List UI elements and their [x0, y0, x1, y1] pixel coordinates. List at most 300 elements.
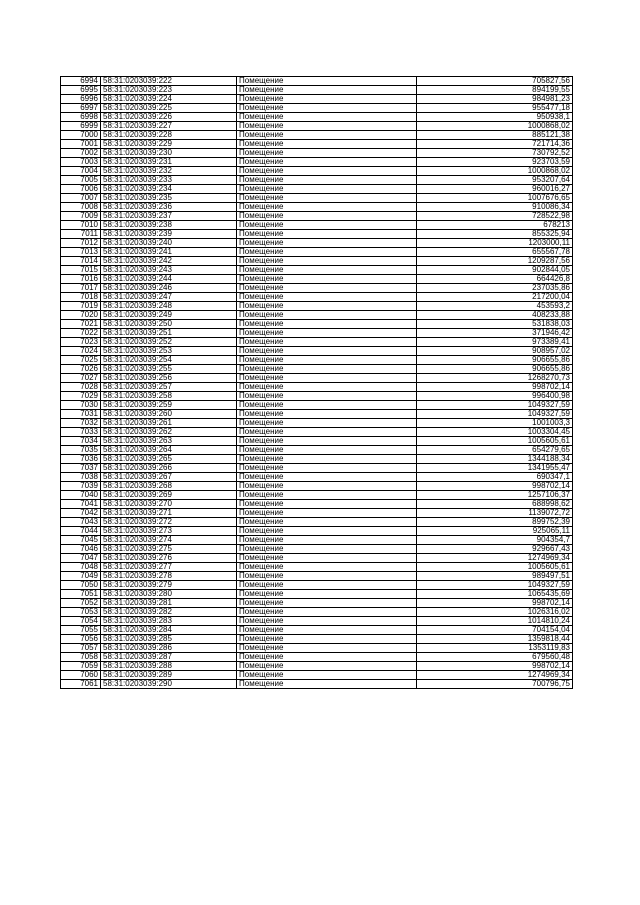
cadastral-number-cell: 58:31:0203039:287 [101, 653, 237, 662]
table-row [61, 473, 573, 482]
table-row [61, 239, 573, 248]
table-row [61, 554, 573, 563]
row-number-cell: 7049 [61, 572, 101, 581]
row-number-cell: 7013 [61, 248, 101, 257]
object-type-cell: Помещение [237, 293, 417, 302]
cadastral-value-cell: 998702,14 [417, 662, 573, 671]
table-body [61, 77, 573, 689]
cadastral-number-cell: 58:31:0203039:261 [101, 419, 237, 428]
cadastral-value-cell: 1005605,61 [417, 563, 573, 572]
row-number-cell: 7045 [61, 536, 101, 545]
cadastral-number-cell: 58:31:0203039:253 [101, 347, 237, 356]
row-number-cell: 7043 [61, 518, 101, 527]
cadastral-value-cell: 1353119,83 [417, 644, 573, 653]
row-number-cell: 7061 [61, 680, 101, 689]
table-row [61, 482, 573, 491]
cadastral-value-cell: 1049327,59 [417, 401, 573, 410]
row-number-cell: 6995 [61, 86, 101, 95]
object-type-cell: Помещение [237, 419, 417, 428]
table-row [61, 113, 573, 122]
cadastral-value-cell: 1274969,34 [417, 671, 573, 680]
row-number-cell: 7053 [61, 608, 101, 617]
table-row [61, 563, 573, 572]
cadastral-number-cell: 58:31:0203039:268 [101, 482, 237, 491]
cadastral-number-cell: 58:31:0203039:288 [101, 662, 237, 671]
cadastral-value-cell: 899752,39 [417, 518, 573, 527]
row-number-cell: 7016 [61, 275, 101, 284]
cadastral-number-cell: 58:31:0203039:276 [101, 554, 237, 563]
cadastral-value-cell: 960016,27 [417, 185, 573, 194]
object-type-cell: Помещение [237, 653, 417, 662]
cadastral-number-cell: 58:31:0203039:269 [101, 491, 237, 500]
object-type-cell: Помещение [237, 320, 417, 329]
table-row [61, 203, 573, 212]
row-number-cell: 7044 [61, 527, 101, 536]
object-type-cell: Помещение [237, 518, 417, 527]
object-type-cell: Помещение [237, 401, 417, 410]
table-row [61, 545, 573, 554]
object-type-cell: Помещение [237, 608, 417, 617]
cadastral-number-cell: 58:31:0203039:242 [101, 257, 237, 266]
cadastral-number-cell: 58:31:0203039:256 [101, 374, 237, 383]
row-number-cell: 7046 [61, 545, 101, 554]
cadastral-number-cell: 58:31:0203039:241 [101, 248, 237, 257]
cadastral-number-cell: 58:31:0203039:247 [101, 293, 237, 302]
cadastral-number-cell: 58:31:0203039:267 [101, 473, 237, 482]
object-type-cell: Помещение [237, 473, 417, 482]
table-row [61, 311, 573, 320]
row-number-cell: 7059 [61, 662, 101, 671]
cadastral-value-cell: 408233,88 [417, 311, 573, 320]
table-row [61, 230, 573, 239]
cadastral-value-cell: 929667,43 [417, 545, 573, 554]
row-number-cell: 7033 [61, 428, 101, 437]
object-type-cell: Помещение [237, 140, 417, 149]
row-number-cell: 7012 [61, 239, 101, 248]
row-number-cell: 7014 [61, 257, 101, 266]
object-type-cell: Помещение [237, 266, 417, 275]
cadastral-value-cell: 655567,78 [417, 248, 573, 257]
object-type-cell: Помещение [237, 194, 417, 203]
cadastral-value-cell: 371946,42 [417, 329, 573, 338]
object-type-cell: Помещение [237, 104, 417, 113]
table-row [61, 86, 573, 95]
object-type-cell: Помещение [237, 86, 417, 95]
row-number-cell: 7021 [61, 320, 101, 329]
cadastral-number-cell: 58:31:0203039:281 [101, 599, 237, 608]
row-number-cell: 7028 [61, 383, 101, 392]
cadastral-value-cell: 1359818,44 [417, 635, 573, 644]
table-row [61, 257, 573, 266]
table-row [61, 131, 573, 140]
table-row [61, 500, 573, 509]
cadastral-number-cell: 58:31:0203039:255 [101, 365, 237, 374]
row-number-cell: 7023 [61, 338, 101, 347]
cadastral-number-cell: 58:31:0203039:262 [101, 428, 237, 437]
cadastral-number-cell: 58:31:0203039:289 [101, 671, 237, 680]
object-type-cell: Помещение [237, 383, 417, 392]
row-number-cell: 7060 [61, 671, 101, 680]
row-number-cell: 7034 [61, 437, 101, 446]
row-number-cell: 7000 [61, 131, 101, 140]
object-type-cell: Помещение [237, 671, 417, 680]
row-number-cell: 7048 [61, 563, 101, 572]
object-type-cell: Помещение [237, 644, 417, 653]
row-number-cell: 7005 [61, 176, 101, 185]
object-type-cell: Помещение [237, 545, 417, 554]
row-number-cell: 7047 [61, 554, 101, 563]
object-type-cell: Помещение [237, 230, 417, 239]
row-number-cell: 7022 [61, 329, 101, 338]
cadastral-value-cell: 885121,38 [417, 131, 573, 140]
row-number-cell: 7011 [61, 230, 101, 239]
cadastral-value-cell: 237035,86 [417, 284, 573, 293]
cadastral-value-cell: 902844,05 [417, 266, 573, 275]
cadastral-value-cell: 730792,52 [417, 149, 573, 158]
cadastral-number-cell: 58:31:0203039:259 [101, 401, 237, 410]
object-type-cell: Помещение [237, 491, 417, 500]
table-row [61, 419, 573, 428]
cadastral-value-cell: 1014810,24 [417, 617, 573, 626]
cadastral-number-cell: 58:31:0203039:244 [101, 275, 237, 284]
cadastral-number-cell: 58:31:0203039:271 [101, 509, 237, 518]
table-row [61, 383, 573, 392]
cadastral-value-cell: 904354,7 [417, 536, 573, 545]
cadastral-value-cell: 906655,86 [417, 356, 573, 365]
cadastral-value-cell: 654279,65 [417, 446, 573, 455]
table-row [61, 302, 573, 311]
table-row [61, 266, 573, 275]
row-number-cell: 7050 [61, 581, 101, 590]
cadastral-value-cell: 453593,2 [417, 302, 573, 311]
object-type-cell: Помещение [237, 599, 417, 608]
table-row [61, 392, 573, 401]
table-row [61, 158, 573, 167]
cadastral-value-cell: 678213 [417, 221, 573, 230]
cadastral-value-cell: 955477,18 [417, 104, 573, 113]
table-row [61, 185, 573, 194]
table-row [61, 104, 573, 113]
cadastral-number-cell: 58:31:0203039:227 [101, 122, 237, 131]
row-number-cell: 7001 [61, 140, 101, 149]
cadastral-number-cell: 58:31:0203039:235 [101, 194, 237, 203]
cadastral-number-cell: 58:31:0203039:290 [101, 680, 237, 689]
row-number-cell: 7051 [61, 590, 101, 599]
table-row [61, 617, 573, 626]
row-number-cell: 7056 [61, 635, 101, 644]
cadastral-value-cell: 1026316,02 [417, 608, 573, 617]
object-type-cell: Помещение [237, 428, 417, 437]
table-row [61, 626, 573, 635]
cadastral-number-cell: 58:31:0203039:280 [101, 590, 237, 599]
table-row [61, 653, 573, 662]
cadastral-number-cell: 58:31:0203039:243 [101, 266, 237, 275]
row-number-cell: 7030 [61, 401, 101, 410]
object-type-cell: Помещение [237, 167, 417, 176]
table-row [61, 77, 573, 86]
cadastral-value-cell: 664426,8 [417, 275, 573, 284]
table-row [61, 464, 573, 473]
object-type-cell: Помещение [237, 212, 417, 221]
cadastral-number-cell: 58:31:0203039:265 [101, 455, 237, 464]
table-row [61, 338, 573, 347]
object-type-cell: Помещение [237, 482, 417, 491]
row-number-cell: 7025 [61, 356, 101, 365]
object-type-cell: Помещение [237, 176, 417, 185]
cadastral-value-cell: 690347,1 [417, 473, 573, 482]
cadastral-number-cell: 58:31:0203039:252 [101, 338, 237, 347]
row-number-cell: 6994 [61, 77, 101, 86]
object-type-cell: Помещение [237, 365, 417, 374]
cadastral-number-cell: 58:31:0203039:272 [101, 518, 237, 527]
cadastral-value-cell: 989497,51 [417, 572, 573, 581]
table-row [61, 365, 573, 374]
table-row [61, 221, 573, 230]
table-row [61, 446, 573, 455]
object-type-cell: Помещение [237, 131, 417, 140]
table-row [61, 662, 573, 671]
object-type-cell: Помещение [237, 185, 417, 194]
object-type-cell: Помещение [237, 158, 417, 167]
cadastral-number-cell: 58:31:0203039:263 [101, 437, 237, 446]
object-type-cell: Помещение [237, 590, 417, 599]
table-row [61, 635, 573, 644]
cadastral-number-cell: 58:31:0203039:232 [101, 167, 237, 176]
cadastral-value-cell: 705827,56 [417, 77, 573, 86]
row-number-cell: 7036 [61, 455, 101, 464]
object-type-cell: Помещение [237, 347, 417, 356]
table-row [61, 437, 573, 446]
object-type-cell: Помещение [237, 77, 417, 86]
cadastral-value-cell: 1209287,56 [417, 257, 573, 266]
object-type-cell: Помещение [237, 410, 417, 419]
cadastral-value-cell: 906655,86 [417, 365, 573, 374]
row-number-cell: 7003 [61, 158, 101, 167]
cadastral-value-cell: 700796,75 [417, 680, 573, 689]
object-type-cell: Помещение [237, 500, 417, 509]
row-number-cell: 7019 [61, 302, 101, 311]
row-number-cell: 7020 [61, 311, 101, 320]
object-type-cell: Помещение [237, 509, 417, 518]
cadastral-number-cell: 58:31:0203039:233 [101, 176, 237, 185]
cadastral-number-cell: 58:31:0203039:254 [101, 356, 237, 365]
cadastral-number-cell: 58:31:0203039:237 [101, 212, 237, 221]
object-type-cell: Помещение [237, 338, 417, 347]
cadastral-value-cell: 1005605,61 [417, 437, 573, 446]
table-row [61, 608, 573, 617]
cadastral-value-cell: 1000868,02 [417, 167, 573, 176]
cadastral-number-cell: 58:31:0203039:249 [101, 311, 237, 320]
row-number-cell: 7039 [61, 482, 101, 491]
row-number-cell: 6998 [61, 113, 101, 122]
object-type-cell: Помещение [237, 149, 417, 158]
row-number-cell: 7031 [61, 410, 101, 419]
cadastral-value-cell: 1268270,73 [417, 374, 573, 383]
object-type-cell: Помещение [237, 239, 417, 248]
object-type-cell: Помещение [237, 113, 417, 122]
cadastral-value-cell: 217200,04 [417, 293, 573, 302]
cadastral-number-cell: 58:31:0203039:229 [101, 140, 237, 149]
cadastral-value-cell: 688998,62 [417, 500, 573, 509]
cadastral-number-cell: 58:31:0203039:286 [101, 644, 237, 653]
cadastral-value-cell: 925065,11 [417, 527, 573, 536]
cadastral-value-cell: 953207,64 [417, 176, 573, 185]
row-number-cell: 7026 [61, 365, 101, 374]
table-row [61, 347, 573, 356]
row-number-cell: 7007 [61, 194, 101, 203]
cadastral-value-cell: 973389,41 [417, 338, 573, 347]
row-number-cell: 7041 [61, 500, 101, 509]
row-number-cell: 6996 [61, 95, 101, 104]
object-type-cell: Помещение [237, 122, 417, 131]
row-number-cell: 6997 [61, 104, 101, 113]
cadastral-number-cell: 58:31:0203039:250 [101, 320, 237, 329]
table-row [61, 572, 573, 581]
cadastral-value-cell: 1341955,47 [417, 464, 573, 473]
cadastral-value-cell: 1007676,65 [417, 194, 573, 203]
object-type-cell: Помещение [237, 581, 417, 590]
object-type-cell: Помещение [237, 572, 417, 581]
cadastral-number-cell: 58:31:0203039:283 [101, 617, 237, 626]
cadastral-number-cell: 58:31:0203039:270 [101, 500, 237, 509]
cadastral-value-cell: 950938,1 [417, 113, 573, 122]
cadastral-number-cell: 58:31:0203039:240 [101, 239, 237, 248]
cadastral-number-cell: 58:31:0203039:260 [101, 410, 237, 419]
row-number-cell: 7024 [61, 347, 101, 356]
cadastral-number-cell: 58:31:0203039:251 [101, 329, 237, 338]
table-row [61, 590, 573, 599]
object-type-cell: Помещение [237, 257, 417, 266]
cadastral-value-cell: 728522,98 [417, 212, 573, 221]
object-type-cell: Помещение [237, 563, 417, 572]
table-row [61, 293, 573, 302]
row-number-cell: 7032 [61, 419, 101, 428]
table-row [61, 527, 573, 536]
row-number-cell: 6999 [61, 122, 101, 131]
table-row [61, 149, 573, 158]
table-row [61, 491, 573, 500]
table-row [61, 356, 573, 365]
cadastral-number-cell: 58:31:0203039:246 [101, 284, 237, 293]
cadastral-value-cell: 531838,03 [417, 320, 573, 329]
cadastral-number-cell: 58:31:0203039:225 [101, 104, 237, 113]
property-table [60, 76, 573, 689]
table-row [61, 212, 573, 221]
cadastral-number-cell: 58:31:0203039:277 [101, 563, 237, 572]
object-type-cell: Помещение [237, 554, 417, 563]
table-row [61, 95, 573, 104]
object-type-cell: Помещение [237, 356, 417, 365]
cadastral-number-cell: 58:31:0203039:275 [101, 545, 237, 554]
row-number-cell: 7009 [61, 212, 101, 221]
cadastral-value-cell: 910086,34 [417, 203, 573, 212]
cadastral-number-cell: 58:31:0203039:238 [101, 221, 237, 230]
cadastral-number-cell: 58:31:0203039:223 [101, 86, 237, 95]
document-page [60, 76, 572, 689]
row-number-cell: 7004 [61, 167, 101, 176]
object-type-cell: Помещение [237, 662, 417, 671]
cadastral-value-cell: 679560,48 [417, 653, 573, 662]
cadastral-value-cell: 1049327,59 [417, 581, 573, 590]
object-type-cell: Помещение [237, 311, 417, 320]
object-type-cell: Помещение [237, 455, 417, 464]
cadastral-number-cell: 58:31:0203039:234 [101, 185, 237, 194]
cadastral-number-cell: 58:31:0203039:285 [101, 635, 237, 644]
row-number-cell: 7015 [61, 266, 101, 275]
cadastral-number-cell: 58:31:0203039:264 [101, 446, 237, 455]
cadastral-number-cell: 58:31:0203039:278 [101, 572, 237, 581]
row-number-cell: 7027 [61, 374, 101, 383]
cadastral-number-cell: 58:31:0203039:248 [101, 302, 237, 311]
cadastral-number-cell: 58:31:0203039:239 [101, 230, 237, 239]
cadastral-value-cell: 855325,94 [417, 230, 573, 239]
object-type-cell: Помещение [237, 203, 417, 212]
table-row [61, 167, 573, 176]
object-type-cell: Помещение [237, 536, 417, 545]
cadastral-number-cell: 58:31:0203039:284 [101, 626, 237, 635]
cadastral-value-cell: 908957,02 [417, 347, 573, 356]
cadastral-value-cell: 1257106,37 [417, 491, 573, 500]
table-row [61, 122, 573, 131]
object-type-cell: Помещение [237, 527, 417, 536]
table-row [61, 284, 573, 293]
object-type-cell: Помещение [237, 392, 417, 401]
cadastral-value-cell: 1065435,69 [417, 590, 573, 599]
table-row [61, 644, 573, 653]
cadastral-value-cell: 996400,98 [417, 392, 573, 401]
row-number-cell: 7035 [61, 446, 101, 455]
table-row [61, 194, 573, 203]
row-number-cell: 7010 [61, 221, 101, 230]
table-row [61, 176, 573, 185]
row-number-cell: 7037 [61, 464, 101, 473]
row-number-cell: 7040 [61, 491, 101, 500]
cadastral-number-cell: 58:31:0203039:224 [101, 95, 237, 104]
cadastral-value-cell: 923703,59 [417, 158, 573, 167]
object-type-cell: Помещение [237, 284, 417, 293]
table-row [61, 401, 573, 410]
table-row [61, 455, 573, 464]
table-row [61, 581, 573, 590]
row-number-cell: 7008 [61, 203, 101, 212]
table-row [61, 671, 573, 680]
cadastral-number-cell: 58:31:0203039:279 [101, 581, 237, 590]
table-row [61, 536, 573, 545]
row-number-cell: 7017 [61, 284, 101, 293]
row-number-cell: 7038 [61, 473, 101, 482]
table-row [61, 680, 573, 689]
row-number-cell: 7018 [61, 293, 101, 302]
row-number-cell: 7055 [61, 626, 101, 635]
object-type-cell: Помещение [237, 446, 417, 455]
cadastral-number-cell: 58:31:0203039:226 [101, 113, 237, 122]
cadastral-number-cell: 58:31:0203039:258 [101, 392, 237, 401]
cadastral-number-cell: 58:31:0203039:222 [101, 77, 237, 86]
table-row [61, 248, 573, 257]
cadastral-value-cell: 704154,04 [417, 626, 573, 635]
row-number-cell: 7058 [61, 653, 101, 662]
table-row [61, 509, 573, 518]
cadastral-value-cell: 721714,36 [417, 140, 573, 149]
object-type-cell: Помещение [237, 329, 417, 338]
cadastral-number-cell: 58:31:0203039:236 [101, 203, 237, 212]
row-number-cell: 7052 [61, 599, 101, 608]
cadastral-number-cell: 58:31:0203039:266 [101, 464, 237, 473]
table-row [61, 518, 573, 527]
row-number-cell: 7002 [61, 149, 101, 158]
cadastral-value-cell: 998702,14 [417, 383, 573, 392]
cadastral-number-cell: 58:31:0203039:257 [101, 383, 237, 392]
